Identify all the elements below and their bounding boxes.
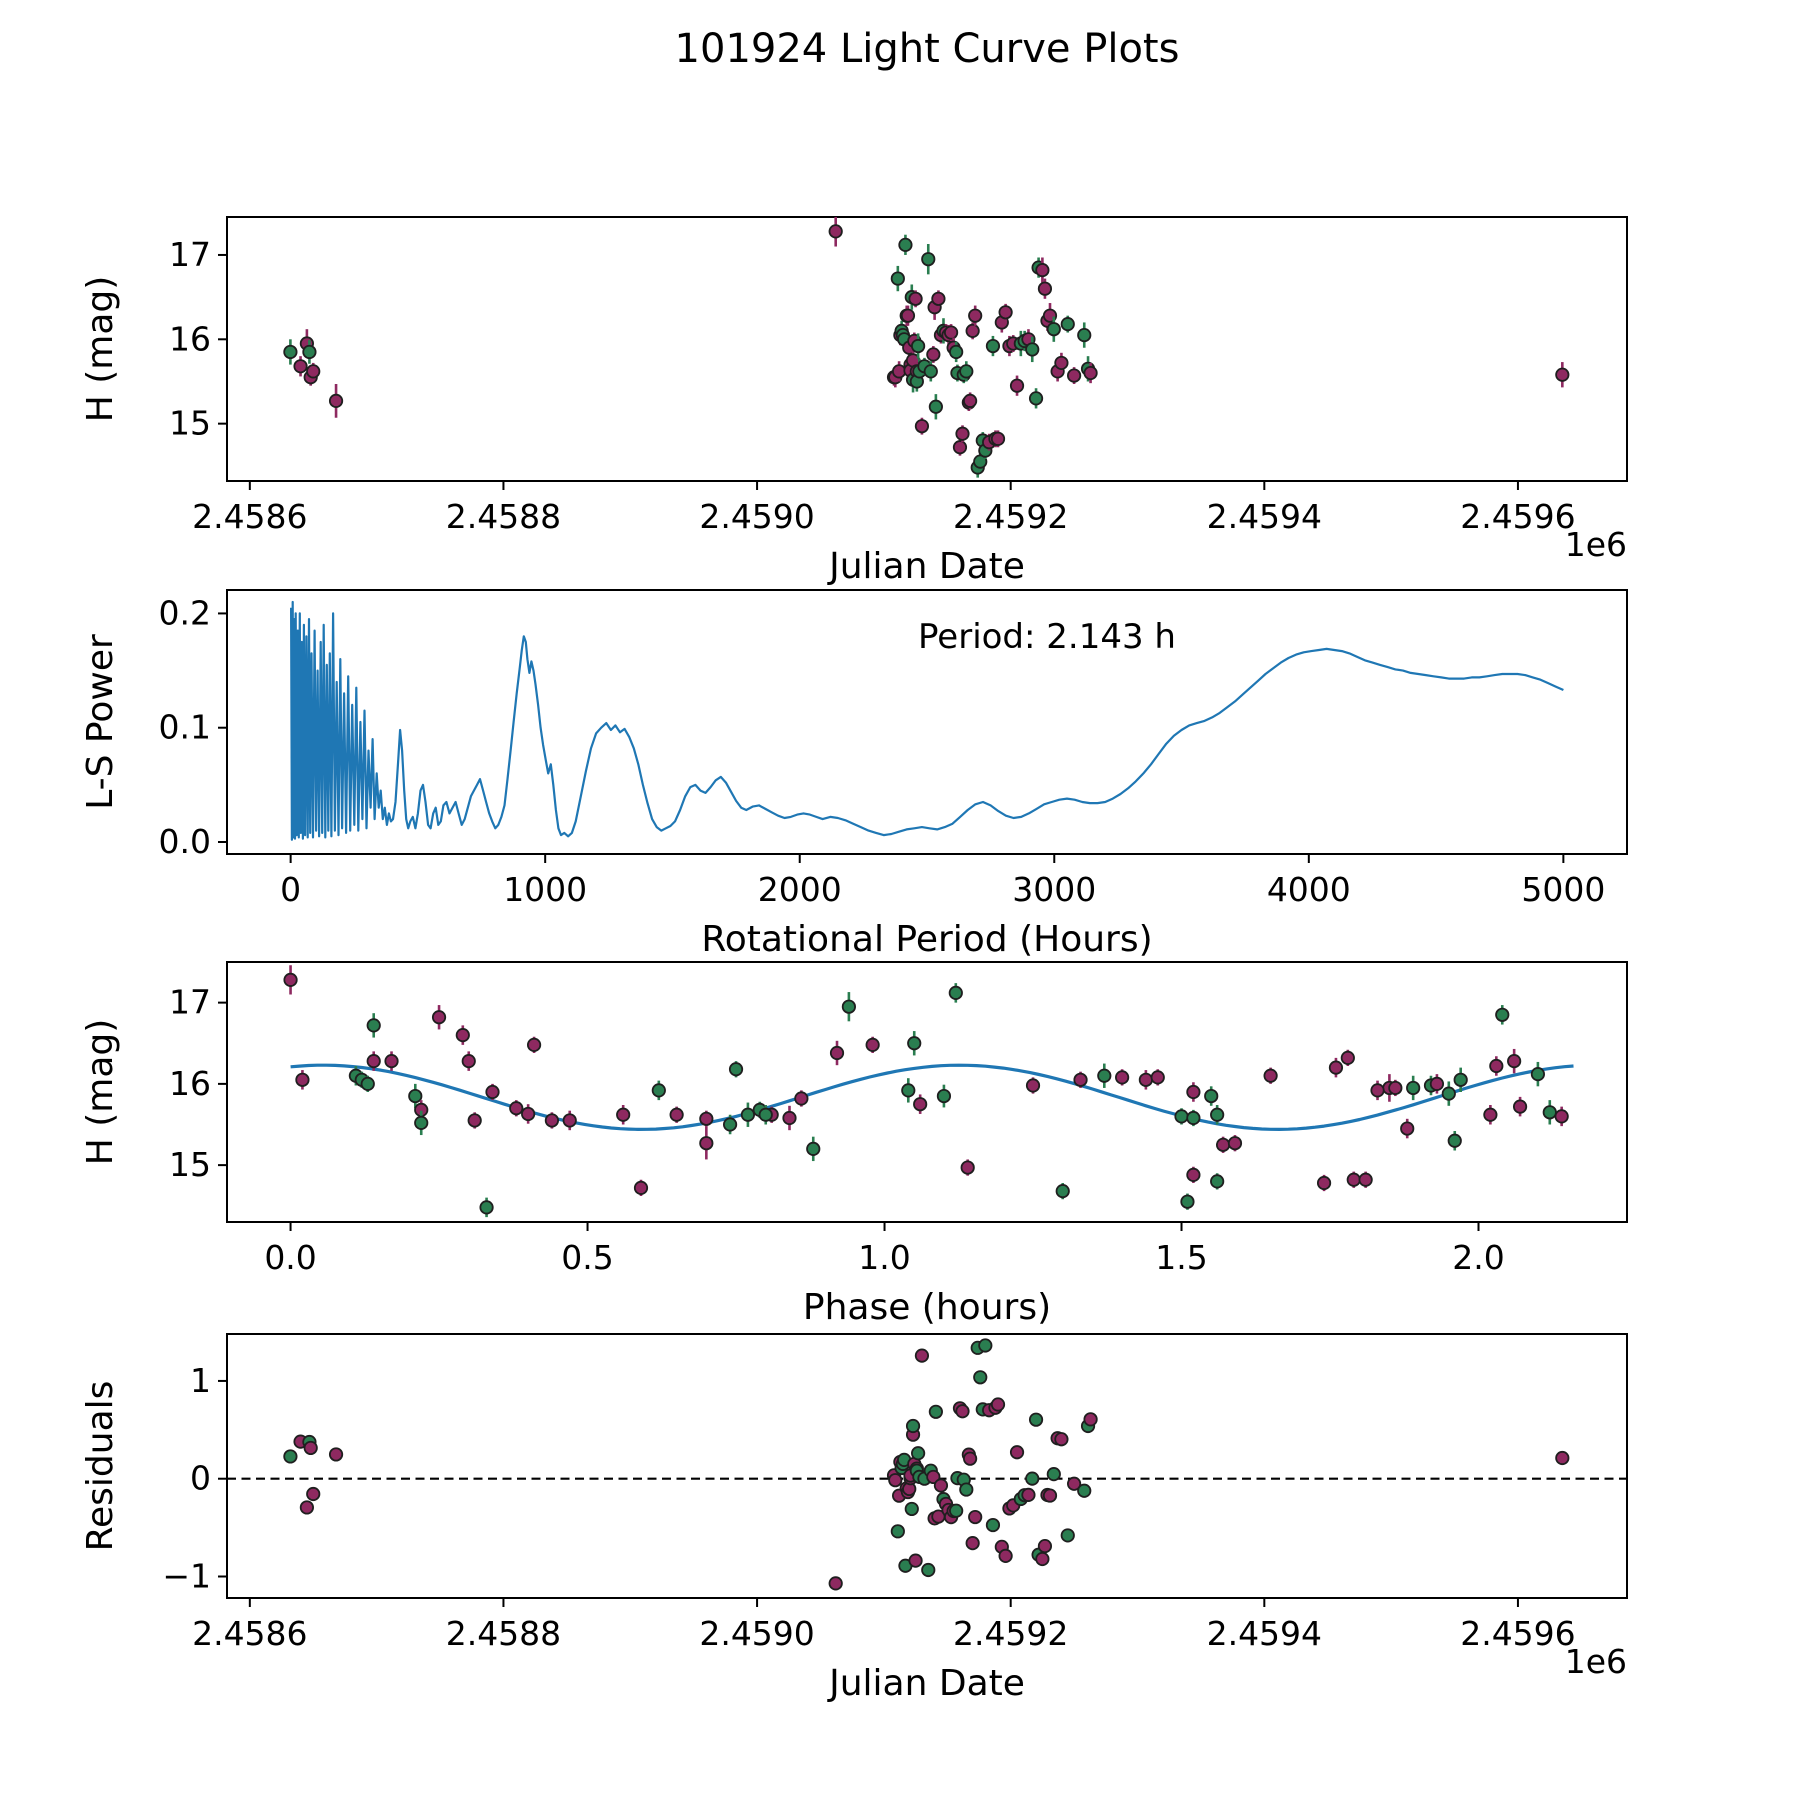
- data-point: [906, 1503, 918, 1515]
- data-point: [1048, 323, 1060, 335]
- data-point: [1057, 1185, 1069, 1197]
- data-point: [999, 1550, 1011, 1562]
- data-point: [1532, 1068, 1544, 1080]
- data-point: [457, 1029, 469, 1041]
- data-point: [1074, 1074, 1086, 1086]
- data-point: [969, 1511, 981, 1523]
- x-tick-label: 2.4586: [192, 497, 308, 536]
- data-point: [1027, 1079, 1039, 1091]
- data-point: [1030, 392, 1042, 404]
- data-point: [1055, 357, 1067, 369]
- data-point: [307, 365, 319, 377]
- data-point: [546, 1114, 558, 1126]
- data-point: [1544, 1106, 1556, 1118]
- data-point: [1062, 1529, 1074, 1541]
- xlabel-jd-top: Julian Date: [829, 546, 1025, 587]
- ylabel-residuals: Residuals: [80, 1380, 121, 1552]
- y-tick-label: 17: [169, 982, 211, 1022]
- data-point: [368, 1055, 380, 1067]
- data-point: [964, 395, 976, 407]
- data-point: [670, 1109, 682, 1121]
- data-point: [907, 1420, 919, 1432]
- data-point: [914, 1098, 926, 1110]
- data-point: [930, 1406, 942, 1418]
- data-point: [528, 1039, 540, 1051]
- data-point: [960, 1483, 972, 1495]
- data-point: [1443, 1087, 1455, 1099]
- data-point: [1217, 1139, 1229, 1151]
- data-point: [935, 1479, 947, 1491]
- data-point: [1229, 1137, 1241, 1149]
- data-point: [1181, 1195, 1193, 1207]
- data-point: [1205, 1090, 1217, 1102]
- data-point: [1449, 1135, 1461, 1147]
- x-tick-label: 2.4596: [1460, 497, 1576, 536]
- y-tick-label: 17: [169, 234, 211, 274]
- data-point: [730, 1063, 742, 1075]
- x-tick-label: 2.4588: [445, 1614, 562, 1653]
- x-tick-label: 4000: [1266, 870, 1351, 909]
- data-point: [992, 1398, 1004, 1410]
- data-point: [938, 1090, 950, 1102]
- data-point: [1022, 1489, 1034, 1501]
- x-tick-label: 2.4594: [1206, 497, 1323, 536]
- data-point: [1359, 1174, 1371, 1186]
- data-point: [1036, 264, 1048, 276]
- data-point: [974, 1371, 986, 1383]
- data-point: [922, 1564, 934, 1576]
- x-tick-label: 1000: [503, 870, 588, 909]
- data-point: [1078, 1485, 1090, 1497]
- data-point: [1556, 369, 1568, 381]
- x-tick-label: 2.4592: [952, 497, 1069, 536]
- data-point: [1116, 1071, 1128, 1083]
- data-point: [468, 1114, 480, 1126]
- data-point: [902, 309, 914, 321]
- data-point: [1048, 1468, 1060, 1480]
- x-tick-label: 0.0: [264, 1238, 317, 1277]
- data-point: [742, 1109, 754, 1121]
- data-point: [522, 1108, 534, 1120]
- data-point: [954, 441, 966, 453]
- data-point: [1055, 1433, 1067, 1445]
- data-point: [564, 1114, 576, 1126]
- figure-title: 101924 Light Curve Plots: [674, 26, 1180, 72]
- x-tick-label: 3000: [1012, 870, 1097, 909]
- data-point: [1187, 1112, 1199, 1124]
- data-point: [1175, 1110, 1187, 1122]
- data-point: [1152, 1071, 1164, 1083]
- data-point: [909, 293, 921, 305]
- data-point: [1211, 1175, 1223, 1187]
- data-point: [1039, 1540, 1051, 1552]
- data-point: [1342, 1052, 1354, 1064]
- x-tick-label: 2.4594: [1206, 1614, 1323, 1653]
- data-point: [1187, 1169, 1199, 1181]
- data-point: [463, 1055, 475, 1067]
- period-annotation: Period: 2.143 h: [918, 617, 1176, 657]
- data-point: [956, 1405, 968, 1417]
- data-point: [385, 1055, 397, 1067]
- data-point: [916, 420, 928, 432]
- data-point: [950, 346, 962, 358]
- data-point: [301, 1501, 313, 1513]
- y-tick-label: 0: [190, 1458, 211, 1498]
- data-point: [950, 987, 962, 999]
- data-point: [700, 1137, 712, 1149]
- subplot-residuals-vs-jd: [162, 1334, 1627, 1653]
- data-point: [1555, 1110, 1567, 1122]
- data-point: [1011, 1446, 1023, 1458]
- x-tick-label: 2.4596: [1460, 1614, 1576, 1653]
- y-tick-label: −1: [162, 1556, 211, 1596]
- data-point: [922, 253, 934, 265]
- x-tick-label: 2.0: [1452, 1238, 1505, 1277]
- data-point: [510, 1102, 522, 1114]
- data-point: [409, 1090, 421, 1102]
- data-point: [909, 1554, 921, 1566]
- y-tick-label: 1: [190, 1360, 211, 1400]
- data-point: [304, 1442, 316, 1454]
- xlabel-rotational-period: Rotational Period (Hours): [701, 919, 1153, 960]
- data-point: [1026, 343, 1038, 355]
- y-tick-label: 0.2: [158, 593, 211, 633]
- data-point: [1371, 1084, 1383, 1096]
- y-tick-label: 15: [169, 1145, 211, 1185]
- data-point: [284, 1450, 296, 1462]
- data-point: [1098, 1070, 1110, 1082]
- data-point: [831, 1047, 843, 1059]
- data-point: [330, 395, 342, 407]
- data-point: [979, 1339, 991, 1351]
- data-point: [961, 1161, 973, 1173]
- data-point: [1508, 1055, 1520, 1067]
- data-point: [956, 428, 968, 440]
- data-point: [927, 348, 939, 360]
- xlabel-phase: Phase (hours): [802, 1287, 1052, 1328]
- data-point: [1062, 318, 1074, 330]
- data-point: [987, 340, 999, 352]
- data-point: [1330, 1061, 1342, 1073]
- data-point: [892, 272, 904, 284]
- data-point: [1264, 1070, 1276, 1082]
- data-point: [1454, 1074, 1466, 1086]
- data-point: [653, 1084, 665, 1096]
- offset-1e6-top: 1e6: [1564, 525, 1627, 564]
- subplot-light-curve-vs-jd: [169, 216, 1627, 536]
- x-tick-label: 2.4588: [445, 497, 562, 536]
- data-point: [1044, 1489, 1056, 1501]
- data-point: [307, 1488, 319, 1500]
- data-point: [1496, 1009, 1508, 1021]
- data-point: [843, 1000, 855, 1012]
- data-point: [1348, 1174, 1360, 1186]
- data-point: [1490, 1060, 1502, 1072]
- data-point: [1407, 1082, 1419, 1094]
- xlabel-jd-bottom: Julian Date: [829, 1663, 1025, 1704]
- data-point: [368, 1019, 380, 1031]
- data-point: [294, 360, 306, 372]
- y-tick-label: 16: [169, 319, 211, 359]
- data-point: [932, 293, 944, 305]
- data-point: [912, 340, 924, 352]
- data-point: [330, 1448, 342, 1460]
- data-point: [1140, 1074, 1152, 1086]
- data-point: [829, 1577, 841, 1589]
- data-point: [296, 1074, 308, 1086]
- x-tick-label: 2.4586: [192, 1614, 308, 1653]
- x-tick-label: 0: [280, 870, 302, 909]
- data-point: [1187, 1086, 1199, 1098]
- y-tick-label: 15: [169, 403, 211, 443]
- data-point: [284, 346, 296, 358]
- data-point: [1318, 1177, 1330, 1189]
- data-point: [892, 1525, 904, 1537]
- data-point: [617, 1109, 629, 1121]
- data-point: [966, 1537, 978, 1549]
- data-point: [1389, 1082, 1401, 1094]
- data-point: [964, 1452, 976, 1464]
- data-point: [1084, 1413, 1096, 1425]
- data-point: [1036, 1553, 1048, 1565]
- data-point: [1011, 379, 1023, 391]
- data-point: [1078, 329, 1090, 341]
- offset-1e6-bottom: 1e6: [1564, 1642, 1627, 1681]
- data-point: [899, 239, 911, 251]
- x-tick-label: 5000: [1521, 870, 1606, 909]
- x-tick-label: 2.4592: [952, 1614, 1069, 1653]
- data-point: [893, 365, 905, 377]
- x-tick-label: 1.5: [1155, 1238, 1208, 1277]
- subplot-lomb-scargle-periodogram: [159, 590, 1627, 909]
- data-point: [1401, 1122, 1413, 1134]
- data-point: [1068, 369, 1080, 381]
- data-point: [1431, 1078, 1443, 1090]
- data-point: [1084, 367, 1096, 379]
- y-tick-label: 0.1: [158, 707, 211, 747]
- data-point: [925, 365, 937, 377]
- data-point: [700, 1113, 712, 1125]
- data-point: [908, 1037, 920, 1049]
- data-point: [945, 326, 957, 338]
- data-point: [930, 401, 942, 413]
- data-point: [415, 1117, 427, 1129]
- data-point: [486, 1086, 498, 1098]
- data-point: [966, 325, 978, 337]
- data-point: [987, 1519, 999, 1531]
- data-point: [795, 1092, 807, 1104]
- data-point: [950, 1505, 962, 1517]
- y-tick-label: 16: [169, 1063, 211, 1103]
- x-tick-label: 1.0: [858, 1238, 911, 1277]
- data-point: [1026, 1472, 1038, 1484]
- x-tick-label: 0.5: [561, 1238, 614, 1277]
- data-point: [433, 1011, 445, 1023]
- data-point: [807, 1143, 819, 1155]
- x-tick-label: 2.4590: [699, 497, 815, 536]
- data-point: [829, 225, 841, 237]
- data-point: [635, 1182, 647, 1194]
- data-point: [866, 1039, 878, 1051]
- data-point: [303, 346, 315, 358]
- data-point: [902, 1084, 914, 1096]
- data-point: [1556, 1452, 1568, 1464]
- data-point: [480, 1201, 492, 1213]
- y-tick-label: 0.0: [158, 822, 211, 861]
- x-tick-label: 2000: [757, 870, 842, 909]
- data-point: [960, 365, 972, 377]
- data-point: [889, 1474, 901, 1486]
- x-tick-label: 2.4590: [699, 1614, 815, 1653]
- data-point: [284, 974, 296, 986]
- data-point: [724, 1118, 736, 1130]
- data-point: [1039, 282, 1051, 294]
- data-point: [916, 1349, 928, 1361]
- data-point: [1030, 1413, 1042, 1425]
- data-point: [1211, 1109, 1223, 1121]
- subplot-phased-light-curve: [169, 962, 1627, 1277]
- data-point: [760, 1109, 772, 1121]
- data-point: [999, 306, 1011, 318]
- ylabel-hmag-top: H (mag): [80, 275, 121, 423]
- ylabel-ls-power: L-S Power: [80, 634, 121, 810]
- data-point: [992, 433, 1004, 445]
- data-point: [1514, 1100, 1526, 1112]
- data-point: [362, 1078, 374, 1090]
- ylabel-hmag-phase: H (mag): [80, 1018, 121, 1166]
- data-point: [969, 309, 981, 321]
- data-point: [1484, 1109, 1496, 1121]
- data-point: [912, 1447, 924, 1459]
- data-point: [783, 1112, 795, 1124]
